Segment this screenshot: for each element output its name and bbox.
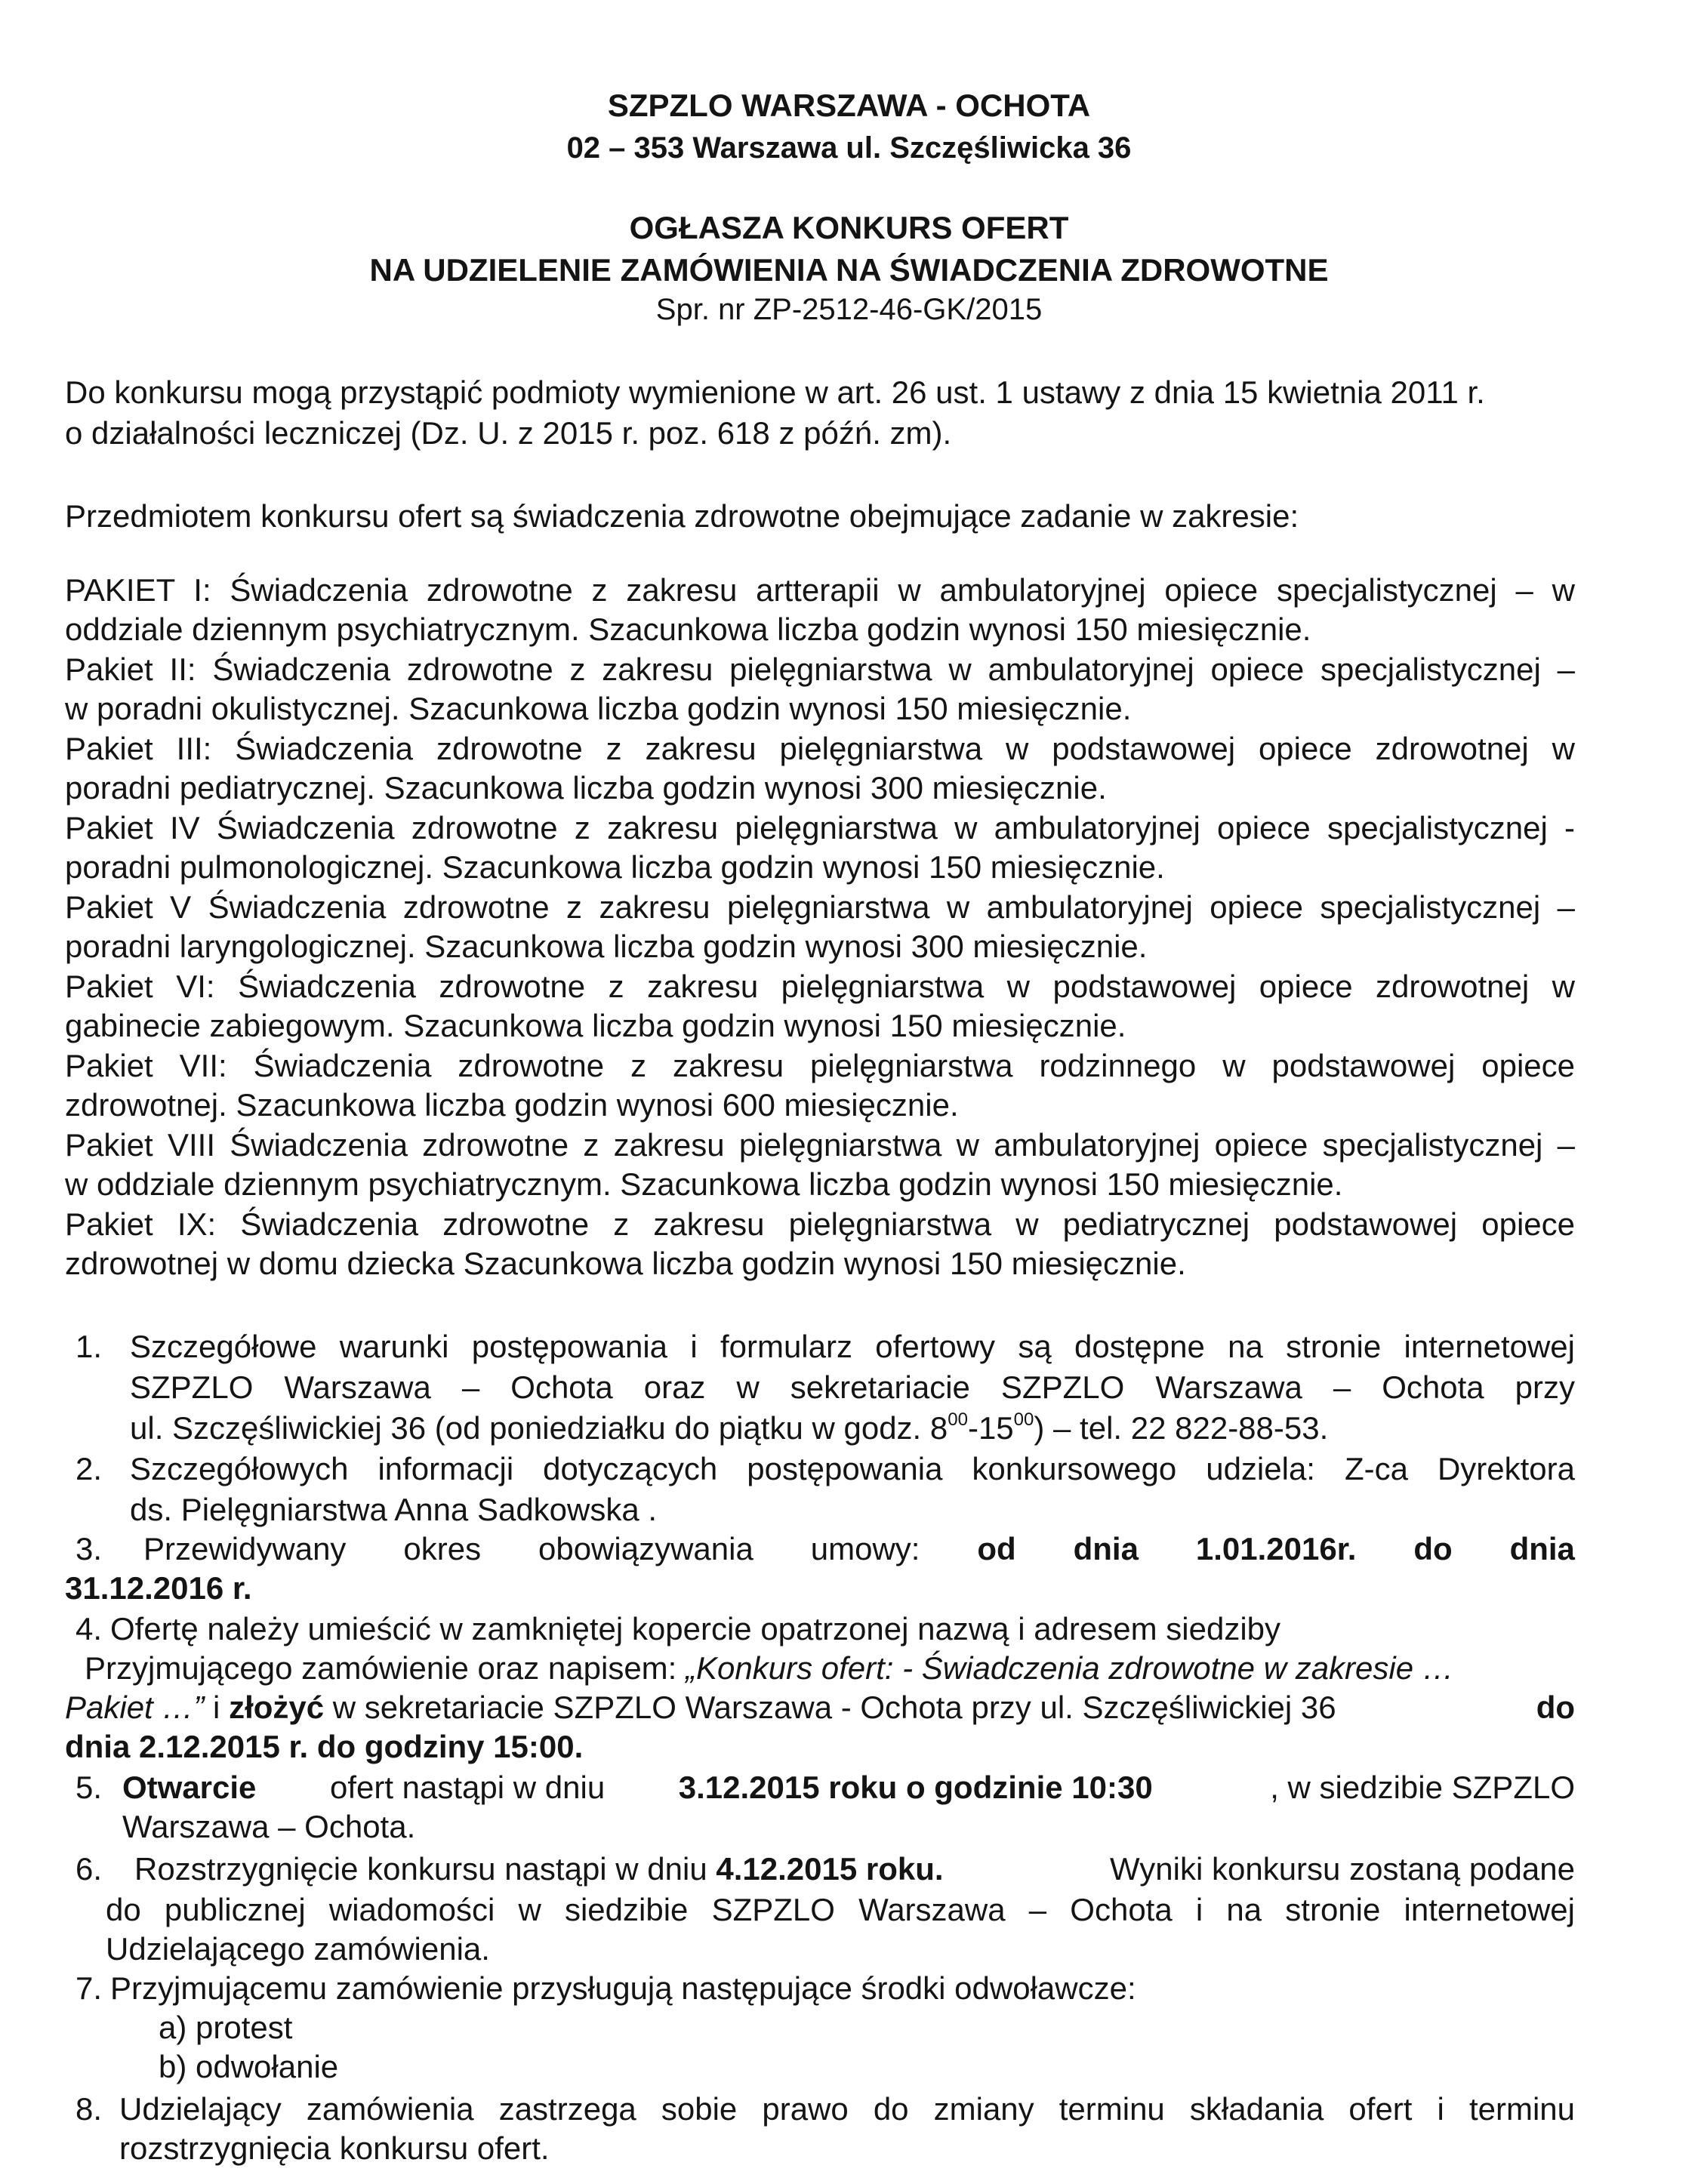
- list-item-text: Pakiet …” i złożyć w sekretariacie SZPZLO Warszawa - Ochota przy ul. Szczęśliwickiej 36 do: [65, 1690, 1575, 1725]
- list-number: 6.: [76, 1851, 103, 1887]
- list-item-text: Ofertę należy umieścić w zamkniętej kopercie opatrzonej nazwą i adresem siedziby: [110, 1611, 1281, 1646]
- pakiet-line: Pakiet VII: Świadczenia zdrowotne z zakresu pielęgniarstwa rodzinnego w podstawowej opiece: [65, 1048, 1575, 1083]
- list-item-text: Przewidywany okres obowiązywania umowy: od dnia 1.01.2016r. do dnia: [143, 1531, 1575, 1566]
- org-address: 02 – 353 Warszawa ul. Szczęśliwicka 36: [566, 131, 1132, 165]
- pakiet-line: Pakiet VIII Świadczenia zdrowotne z zakresu pielęgniarstwa w ambulatoryjnej opiece specjalistycznej –: [65, 1127, 1575, 1163]
- list-item-text: Szczegółowych informacji dotyczących postępowania konkursowego udziela: Z-ca Dyrektora: [130, 1451, 1575, 1486]
- case-number: Spr. nr ZP-2512-46-GK/2015: [655, 293, 1043, 326]
- list-item-text: dnia 2.12.2015 r. do godziny 15:00.: [65, 1729, 584, 1764]
- pakiet-line: Pakiet IX: Świadczenia zdrowotne z zakresu pielęgniarstwa w pediatrycznej podstawowej opiece: [65, 1206, 1575, 1242]
- list-item-text: do publicznej wiadomości w siedzibie SZPZLO Warszawa – Ochota i na stronie internetowej: [106, 1892, 1575, 1927]
- list-subitem: a) protest: [159, 2010, 293, 2045]
- pakiet-line: oddziale dziennym psychiatrycznym. Szacunkowa liczba godzin wynosi 150 miesięcznie.: [65, 611, 1311, 647]
- pakiet-line: Pakiet V Świadczenia zdrowotne z zakresu pielęgniarstwa w ambulatoryjnej opiece specjalistycznej –: [65, 889, 1575, 925]
- pakiet-line: w poradni okulistycznej. Szacunkowa liczba godzin wynosi 150 miesięcznie.: [65, 691, 1132, 726]
- list-item-text: Otwarcie ofert nastąpi w dniu 3.12.2015 roku o godzinie 10:30 , w siedzibie SZPZLO: [122, 1770, 1576, 1805]
- list-number: 1.: [76, 1329, 103, 1364]
- list-item-text: ds. Pielęgniarstwa Anna Sadkowska .: [130, 1492, 658, 1527]
- list-number: 4.: [76, 1611, 103, 1646]
- list-item-text: ul. Szczęśliwickiej 36 (od poniedziałku do piątku w godz. $8^{00}-15^{00}$) – tel. 22 822-88-53.: [130, 1409, 1329, 1446]
- pakiet-line: Pakiet III: Świadczenia zdrowotne z zakresu pielęgniarstwa w podstawowej opiece zdrowotnej w: [65, 731, 1575, 766]
- pakiet-line: zdrowotnej w domu dziecka Szacunkowa liczba godzin wynosi 150 miesięcznie.: [65, 1246, 1186, 1281]
- list-item-text: Przyjmującego zamówienie oraz napisem: „Konkurs ofert: - Świadczenia zdrowotne w zakresie …: [85, 1650, 1454, 1686]
- list-item-text: SZPZLO Warszawa – Ochota oraz w sekretariacie SZPZLO Warszawa – Ochota przy: [130, 1369, 1575, 1405]
- org-name: SZPZLO WARSZAWA - OCHOTA: [607, 88, 1091, 123]
- pakiet-line: Pakiet II: Świadczenia zdrowotne z zakresu pielęgniarstwa w ambulatoryjnej opiece specjalistycznej –: [65, 652, 1575, 687]
- pakiet-line: poradni pulmonologicznej. Szacunkowa liczba godzin wynosi 150 miesięcznie.: [65, 849, 1165, 885]
- pakiet-line: Pakiet IV Świadczenia zdrowotne z zakresu pielęgniarstwa w ambulatoryjnej opiece specjalistycznej -: [65, 810, 1575, 846]
- pakiet-line: gabinecie zabiegowym. Szacunkowa liczba godzin wynosi 150 miesięcznie.: [65, 1008, 1126, 1043]
- announcement-title-line1: OGŁASZA KONKURS OFERT: [629, 210, 1069, 245]
- list-number: 8.: [76, 2091, 103, 2127]
- pakiet-line: Pakiet VI: Świadczenia zdrowotne z zakresu pielęgniarstwa w podstawowej opiece zdrowotnej w: [65, 969, 1575, 1004]
- list-number: 5.: [76, 1770, 103, 1805]
- list-item-text: rozstrzygnięcia konkursu ofert.: [119, 2130, 550, 2166]
- list-number: 2.: [76, 1451, 103, 1486]
- pakiet-line: zdrowotnej. Szacunkowa liczba godzin wynosi 600 miesięcznie.: [65, 1087, 959, 1123]
- list-item-text: Udzielającego zamówienia.: [106, 1931, 490, 1967]
- list-item-text: Przyjmującemu zamówienie przysługują następujące środki odwoławcze:: [110, 1970, 1136, 2006]
- pakiet-line: poradni pediatrycznej. Szacunkowa liczba godzin wynosi 300 miesięcznie.: [65, 770, 1107, 806]
- subject-line: Przedmiotem konkursu ofert są świadczenia zdrowotne obejmujące zadanie w zakresie:: [65, 498, 1299, 534]
- list-item-text: Rozstrzygnięcie konkursu nastąpi w dniu 4.12.2015 roku. Wyniki konkursu zostaną podane: [134, 1851, 1575, 1887]
- pakiet-line: poradni laryngologicznej. Szacunkowa liczba godzin wynosi 300 miesięcznie.: [65, 929, 1148, 964]
- pakiet-line: w oddziale dziennym psychiatrycznym. Szacunkowa liczba godzin wynosi 150 miesięcznie.: [65, 1166, 1343, 1202]
- list-number: 7.: [76, 1970, 103, 2006]
- intro-line: o działalności leczniczej (Dz. U. z 2015 r. poz. 618 z późń. zm).: [65, 415, 952, 451]
- intro-line: Do konkursu mogą przystąpić podmioty wymienione w art. 26 ust. 1 ustawy z dnia 15 kwietnia 2011 r.: [65, 374, 1485, 410]
- list-number: 3.: [76, 1531, 103, 1566]
- list-item-text: Szczegółowe warunki postępowania i formularz ofertowy są dostępne na stronie internetowej: [130, 1329, 1575, 1364]
- list-item-text: Warszawa – Ochota.: [122, 1809, 416, 1844]
- announcement-title-line2: NA UDZIELENIE ZAMÓWIENIA NA ŚWIADCZENIA ZDROWOTNE: [369, 252, 1329, 288]
- list-item-text: Udzielający zamówienia zastrzega sobie prawo do zmiany terminu składania ofert i terminu: [119, 2091, 1575, 2127]
- list-item-text: 31.12.2016 r.: [65, 1570, 252, 1606]
- list-subitem: b) odwołanie: [159, 2049, 339, 2084]
- pakiet-line: PAKIET I: Świadczenia zdrowotne z zakresu artterapii w ambulatoryjnej opiece specjalistycznej – w: [65, 572, 1575, 608]
